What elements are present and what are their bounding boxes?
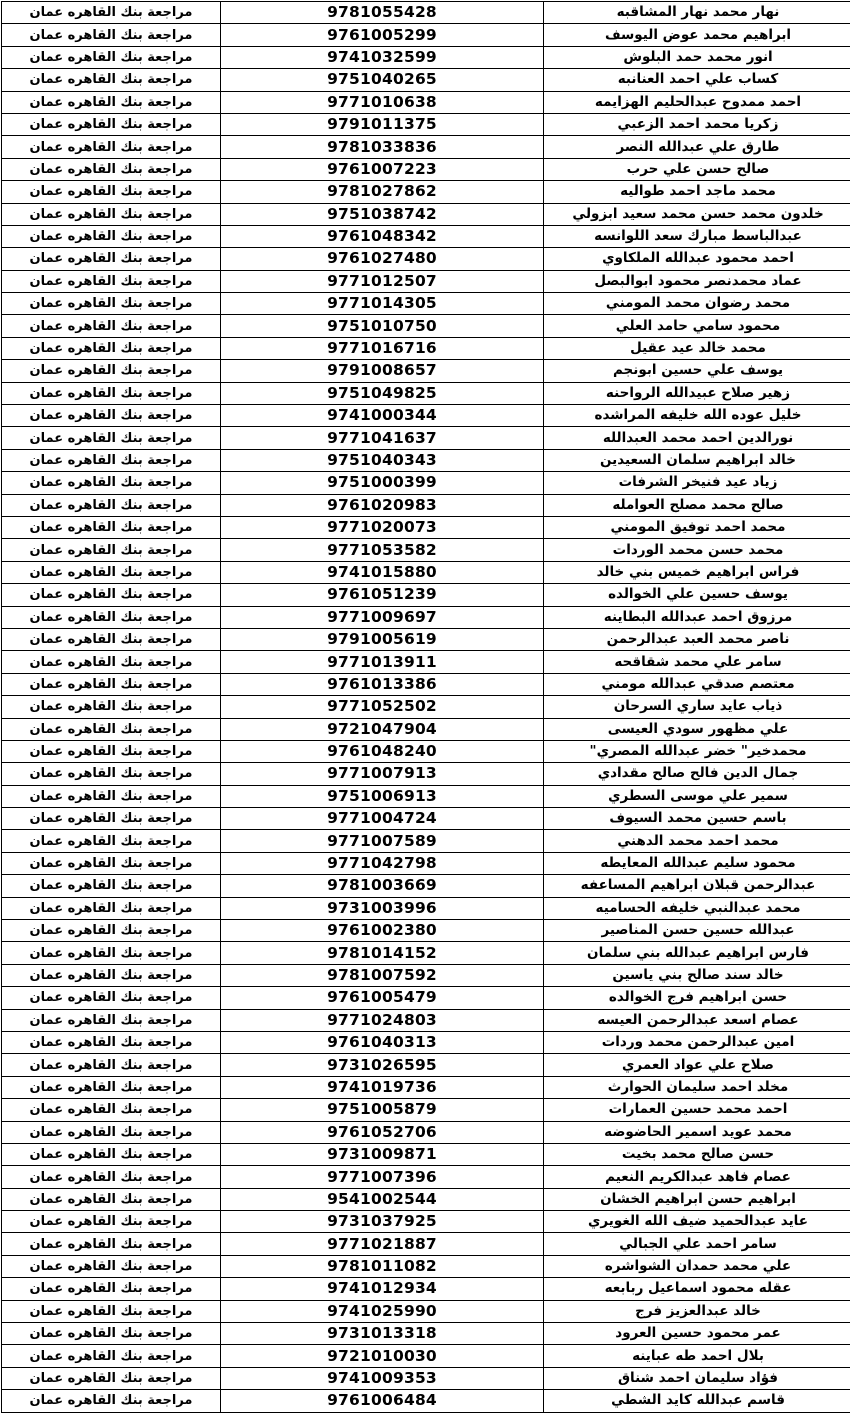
document-page bbox=[1, 1, 849, 1413]
table-row bbox=[2, 158, 850, 180]
table-row bbox=[2, 1233, 850, 1255]
name-cell: يوسف علي حسين ابونجم bbox=[544, 360, 850, 382]
note-cell: مراجعة بنك القاهره عمان bbox=[2, 360, 221, 382]
id-number-cell: 9761006484 bbox=[221, 1390, 544, 1412]
table-row bbox=[2, 875, 850, 897]
note-cell: مراجعة بنك القاهره عمان bbox=[2, 942, 221, 964]
id-number-cell: 9761002380 bbox=[221, 920, 544, 942]
note-cell: مراجعة بنك القاهره عمان bbox=[2, 673, 221, 695]
id-number-cell: 9781011082 bbox=[221, 1255, 544, 1277]
name-cell: محمد خالد عيد عقيل bbox=[544, 337, 850, 359]
name-cell: يوسف حسين علي الخوالده bbox=[544, 584, 850, 606]
table-row bbox=[2, 1278, 850, 1300]
table-row bbox=[2, 24, 850, 46]
note-cell: مراجعة بنك القاهره عمان bbox=[2, 1166, 221, 1188]
name-cell: محمد عويد اسمير الحاضوضه bbox=[544, 1121, 850, 1143]
note-cell: مراجعة بنك القاهره عمان bbox=[2, 91, 221, 113]
name-cell: انور محمد حمد البلوش bbox=[544, 46, 850, 68]
table-row bbox=[2, 46, 850, 68]
note-cell: مراجعة بنك القاهره عمان bbox=[2, 472, 221, 494]
name-cell: عصام فاهد عبدالكريم النعيم bbox=[544, 1166, 850, 1188]
table-row bbox=[2, 673, 850, 695]
table-row bbox=[2, 584, 850, 606]
table-row bbox=[2, 1076, 850, 1098]
note-cell: مراجعة بنك القاهره عمان bbox=[2, 1076, 221, 1098]
name-cell: مرزوق احمد عبدالله البطاينه bbox=[544, 606, 850, 628]
name-cell: صالح محمد مصلح العوامله bbox=[544, 494, 850, 516]
note-cell: مراجعة بنك القاهره عمان bbox=[2, 405, 221, 427]
id-number-cell: 9761051239 bbox=[221, 584, 544, 606]
table-row bbox=[2, 740, 850, 762]
id-number-cell: 9771041637 bbox=[221, 427, 544, 449]
id-number-cell: 9731037925 bbox=[221, 1211, 544, 1233]
id-number-cell: 9781027862 bbox=[221, 181, 544, 203]
table-row bbox=[2, 628, 850, 650]
id-number-cell: 9751040265 bbox=[221, 69, 544, 91]
name-cell: سمير علي موسى السطري bbox=[544, 785, 850, 807]
note-cell: مراجعة بنك القاهره عمان bbox=[2, 337, 221, 359]
id-number-cell: 9781014152 bbox=[221, 942, 544, 964]
table-row bbox=[2, 315, 850, 337]
id-number-cell: 9771004724 bbox=[221, 808, 544, 830]
table-row bbox=[2, 360, 850, 382]
name-cell: مخلد احمد سليمان الحوارث bbox=[544, 1076, 850, 1098]
note-cell: مراجعة بنك القاهره عمان bbox=[2, 24, 221, 46]
name-cell: خالد عبدالعزيز فرج bbox=[544, 1300, 850, 1322]
table-row bbox=[2, 718, 850, 740]
note-cell: مراجعة بنك القاهره عمان bbox=[2, 763, 221, 785]
table-row bbox=[2, 427, 850, 449]
id-number-cell: 9771021887 bbox=[221, 1233, 544, 1255]
name-cell: عايد عبدالحميد ضيف الله الغويري bbox=[544, 1211, 850, 1233]
table-row bbox=[2, 1345, 850, 1367]
table-row bbox=[2, 449, 850, 471]
id-number-cell: 9791011375 bbox=[221, 113, 544, 135]
note-cell: مراجعة بنك القاهره عمان bbox=[2, 225, 221, 247]
table-row bbox=[2, 494, 850, 516]
note-cell: مراجعة بنك القاهره عمان bbox=[2, 1278, 221, 1300]
id-number-cell: 9761048342 bbox=[221, 225, 544, 247]
note-cell: مراجعة بنك القاهره عمان bbox=[2, 516, 221, 538]
id-number-cell: 9771020073 bbox=[221, 516, 544, 538]
table-row bbox=[2, 405, 850, 427]
note-cell: مراجعة بنك القاهره عمان bbox=[2, 2, 221, 24]
id-number-cell: 9781007592 bbox=[221, 964, 544, 986]
id-number-cell: 9751038742 bbox=[221, 203, 544, 225]
id-number-cell: 9731003996 bbox=[221, 897, 544, 919]
note-cell: مراجعة بنك القاهره عمان bbox=[2, 1031, 221, 1053]
id-number-cell: 9741019736 bbox=[221, 1076, 544, 1098]
note-cell: مراجعة بنك القاهره عمان bbox=[2, 1255, 221, 1277]
table-row bbox=[2, 337, 850, 359]
note-cell: مراجعة بنك القاهره عمان bbox=[2, 158, 221, 180]
id-number-cell: 9721047904 bbox=[221, 718, 544, 740]
id-number-cell: 9771042798 bbox=[221, 852, 544, 874]
note-cell: مراجعة بنك القاهره عمان bbox=[2, 584, 221, 606]
note-cell: مراجعة بنك القاهره عمان bbox=[2, 1300, 221, 1322]
table-row bbox=[2, 606, 850, 628]
id-number-cell: 9761052706 bbox=[221, 1121, 544, 1143]
id-number-cell: 9771010638 bbox=[221, 91, 544, 113]
table-row bbox=[2, 472, 850, 494]
note-cell: مراجعة بنك القاهره عمان bbox=[2, 606, 221, 628]
note-cell: مراجعة بنك القاهره عمان bbox=[2, 696, 221, 718]
note-cell: مراجعة بنك القاهره عمان bbox=[2, 1188, 221, 1210]
name-cell: امين عبدالرحمن محمد وردات bbox=[544, 1031, 850, 1053]
id-number-cell: 9771014305 bbox=[221, 293, 544, 315]
table-row bbox=[2, 964, 850, 986]
id-number-cell: 9741000344 bbox=[221, 405, 544, 427]
name-cell: محمدخير" خضر عبدالله المصري" bbox=[544, 740, 850, 762]
name-cell: زكريا محمد احمد الزعبي bbox=[544, 113, 850, 135]
table-row bbox=[2, 1031, 850, 1053]
note-cell: مراجعة بنك القاهره عمان bbox=[2, 1233, 221, 1255]
name-cell: طارق علي عبدالله النصر bbox=[544, 136, 850, 158]
name-cell: خلدون محمد حسن محمد سعيد ابزولي bbox=[544, 203, 850, 225]
name-cell: نورالدين احمد محمد العبدالله bbox=[544, 427, 850, 449]
table-row bbox=[2, 1390, 850, 1412]
note-cell: مراجعة بنك القاهره عمان bbox=[2, 785, 221, 807]
note-cell: مراجعة بنك القاهره عمان bbox=[2, 830, 221, 852]
note-cell: مراجعة بنك القاهره عمان bbox=[2, 382, 221, 404]
table-row bbox=[2, 181, 850, 203]
table-row bbox=[2, 1143, 850, 1165]
table-row bbox=[2, 1009, 850, 1031]
id-number-cell: 9781003669 bbox=[221, 875, 544, 897]
table-row bbox=[2, 69, 850, 91]
name-cell: ابراهيم محمد عوض اليوسف bbox=[544, 24, 850, 46]
name-cell: عقله محمود اسماعيل ربابعه bbox=[544, 1278, 850, 1300]
id-number-cell: 9781033836 bbox=[221, 136, 544, 158]
name-cell: عبدالباسط مبارك سعد اللوانسه bbox=[544, 225, 850, 247]
name-cell: خليل عوده الله خليفه المراشده bbox=[544, 405, 850, 427]
table-row bbox=[2, 1099, 850, 1121]
name-cell: عبدالرحمن قبلان ابراهيم المساعفه bbox=[544, 875, 850, 897]
note-cell: مراجعة بنك القاهره عمان bbox=[2, 897, 221, 919]
note-cell: مراجعة بنك القاهره عمان bbox=[2, 1054, 221, 1076]
table-row bbox=[2, 1121, 850, 1143]
id-number-cell: 9731026595 bbox=[221, 1054, 544, 1076]
id-number-cell: 9751006913 bbox=[221, 785, 544, 807]
name-cell: ذياب عايد ساري السرحان bbox=[544, 696, 850, 718]
table-row bbox=[2, 1323, 850, 1345]
note-cell: مراجعة بنك القاهره عمان bbox=[2, 539, 221, 561]
note-cell: مراجعة بنك القاهره عمان bbox=[2, 628, 221, 650]
name-cell: احمد محمود عبدالله الملكاوي bbox=[544, 248, 850, 270]
roster-table-body bbox=[2, 2, 850, 1413]
note-cell: مراجعة بنك القاهره عمان bbox=[2, 852, 221, 874]
table-row bbox=[2, 1300, 850, 1322]
id-number-cell: 9761048240 bbox=[221, 740, 544, 762]
id-number-cell: 9771007913 bbox=[221, 763, 544, 785]
id-number-cell: 9751000399 bbox=[221, 472, 544, 494]
note-cell: مراجعة بنك القاهره عمان bbox=[2, 987, 221, 1009]
id-number-cell: 9761040313 bbox=[221, 1031, 544, 1053]
id-number-cell: 9761027480 bbox=[221, 248, 544, 270]
id-number-cell: 9721010030 bbox=[221, 1345, 544, 1367]
name-cell: محمود سليم عبدالله المعايطه bbox=[544, 852, 850, 874]
id-number-cell: 9741012934 bbox=[221, 1278, 544, 1300]
table-row bbox=[2, 696, 850, 718]
id-number-cell: 9731009871 bbox=[221, 1143, 544, 1165]
id-number-cell: 9761007223 bbox=[221, 158, 544, 180]
id-number-cell: 9741015880 bbox=[221, 561, 544, 583]
table-row bbox=[2, 1188, 850, 1210]
table-row bbox=[2, 1166, 850, 1188]
id-number-cell: 9771012507 bbox=[221, 270, 544, 292]
name-cell: محمد ماجد احمد طواليه bbox=[544, 181, 850, 203]
name-cell: كساب علي احمد العنانبه bbox=[544, 69, 850, 91]
note-cell: مراجعة بنك القاهره عمان bbox=[2, 808, 221, 830]
name-cell: عبدالله حسين حسن المناصير bbox=[544, 920, 850, 942]
note-cell: مراجعة بنك القاهره عمان bbox=[2, 270, 221, 292]
note-cell: مراجعة بنك القاهره عمان bbox=[2, 651, 221, 673]
id-number-cell: 9791005619 bbox=[221, 628, 544, 650]
id-number-cell: 9751040343 bbox=[221, 449, 544, 471]
table-row bbox=[2, 2, 850, 24]
name-cell: محمد رضوان محمد المومني bbox=[544, 293, 850, 315]
note-cell: مراجعة بنك القاهره عمان bbox=[2, 875, 221, 897]
table-row bbox=[2, 225, 850, 247]
name-cell: عصام اسعد عبدالرحمن العيسه bbox=[544, 1009, 850, 1031]
table-row bbox=[2, 1054, 850, 1076]
note-cell: مراجعة بنك القاهره عمان bbox=[2, 1345, 221, 1367]
name-cell: محمود سامي حامد العلي bbox=[544, 315, 850, 337]
note-cell: مراجعة بنك القاهره عمان bbox=[2, 1323, 221, 1345]
id-number-cell: 9771024803 bbox=[221, 1009, 544, 1031]
name-cell: ناصر محمد العبد عبدالرحمن bbox=[544, 628, 850, 650]
table-row bbox=[2, 270, 850, 292]
note-cell: مراجعة بنك القاهره عمان bbox=[2, 1367, 221, 1389]
table-row bbox=[2, 293, 850, 315]
name-cell: علي مظهور سودي العيسى bbox=[544, 718, 850, 740]
id-number-cell: 9781055428 bbox=[221, 2, 544, 24]
table-row bbox=[2, 852, 850, 874]
id-number-cell: 9741032599 bbox=[221, 46, 544, 68]
table-row bbox=[2, 942, 850, 964]
name-cell: علي محمد حمدان الشواشره bbox=[544, 1255, 850, 1277]
id-number-cell: 9771053582 bbox=[221, 539, 544, 561]
name-cell: محمد احمد توفيق المومني bbox=[544, 516, 850, 538]
note-cell: مراجعة بنك القاهره عمان bbox=[2, 561, 221, 583]
table-row bbox=[2, 539, 850, 561]
name-cell: جمال الدين فالح صالح مقدادي bbox=[544, 763, 850, 785]
name-cell: سامر علي محمد شقاقحه bbox=[544, 651, 850, 673]
note-cell: مراجعة بنك القاهره عمان bbox=[2, 1390, 221, 1412]
table-row bbox=[2, 830, 850, 852]
table-row bbox=[2, 920, 850, 942]
note-cell: مراجعة بنك القاهره عمان bbox=[2, 740, 221, 762]
table-row bbox=[2, 1367, 850, 1389]
note-cell: مراجعة بنك القاهره عمان bbox=[2, 69, 221, 91]
name-cell: فراس ابراهيم خميس بني خالد bbox=[544, 561, 850, 583]
note-cell: مراجعة بنك القاهره عمان bbox=[2, 1009, 221, 1031]
note-cell: مراجعة بنك القاهره عمان bbox=[2, 248, 221, 270]
name-cell: باسم حسين محمد السيوف bbox=[544, 808, 850, 830]
note-cell: مراجعة بنك القاهره عمان bbox=[2, 315, 221, 337]
id-number-cell: 9771013911 bbox=[221, 651, 544, 673]
id-number-cell: 9751049825 bbox=[221, 382, 544, 404]
name-cell: صلاح علي عواد العمري bbox=[544, 1054, 850, 1076]
note-cell: مراجعة بنك القاهره عمان bbox=[2, 427, 221, 449]
table-row bbox=[2, 248, 850, 270]
id-number-cell: 9771052502 bbox=[221, 696, 544, 718]
name-cell: محمد حسن محمد الوردات bbox=[544, 539, 850, 561]
note-cell: مراجعة بنك القاهره عمان bbox=[2, 494, 221, 516]
name-cell: صالح حسن علي حرب bbox=[544, 158, 850, 180]
table-row bbox=[2, 91, 850, 113]
name-cell: نهار محمد نهار المشاقبه bbox=[544, 2, 850, 24]
id-number-cell: 9741009353 bbox=[221, 1367, 544, 1389]
name-cell: حسن صالح محمد بخيت bbox=[544, 1143, 850, 1165]
id-number-cell: 9771016716 bbox=[221, 337, 544, 359]
name-cell: خالد سند صالح بني ياسين bbox=[544, 964, 850, 986]
name-cell: سامر احمد علي الجبالي bbox=[544, 1233, 850, 1255]
note-cell: مراجعة بنك القاهره عمان bbox=[2, 964, 221, 986]
note-cell: مراجعة بنك القاهره عمان bbox=[2, 1211, 221, 1233]
table-row bbox=[2, 136, 850, 158]
table-row bbox=[2, 382, 850, 404]
id-number-cell: 9761013386 bbox=[221, 673, 544, 695]
name-cell: عمر محمود حسين العرود bbox=[544, 1323, 850, 1345]
table-row bbox=[2, 987, 850, 1009]
id-number-cell: 9771007396 bbox=[221, 1166, 544, 1188]
table-row bbox=[2, 785, 850, 807]
id-number-cell: 9791008657 bbox=[221, 360, 544, 382]
name-cell: زهير صلاح عبيدالله الرواحنه bbox=[544, 382, 850, 404]
table-row bbox=[2, 1211, 850, 1233]
id-number-cell: 9771009697 bbox=[221, 606, 544, 628]
table-row bbox=[2, 808, 850, 830]
name-cell: عماد محمدنصر محمود ابوالبصل bbox=[544, 270, 850, 292]
name-cell: بلال احمد طه عباينه bbox=[544, 1345, 850, 1367]
roster-table bbox=[1, 1, 850, 1413]
note-cell: مراجعة بنك القاهره عمان bbox=[2, 1121, 221, 1143]
note-cell: مراجعة بنك القاهره عمان bbox=[2, 1143, 221, 1165]
note-cell: مراجعة بنك القاهره عمان bbox=[2, 449, 221, 471]
name-cell: قاسم عبدالله كايد الشطي bbox=[544, 1390, 850, 1412]
id-number-cell: 9751010750 bbox=[221, 315, 544, 337]
name-cell: معتصم صدقي عبدالله مومني bbox=[544, 673, 850, 695]
id-number-cell: 9761005299 bbox=[221, 24, 544, 46]
name-cell: احمد ممدوح عبدالحليم الهزايمه bbox=[544, 91, 850, 113]
table-row bbox=[2, 203, 850, 225]
note-cell: مراجعة بنك القاهره عمان bbox=[2, 920, 221, 942]
table-row bbox=[2, 763, 850, 785]
id-number-cell: 9741025990 bbox=[221, 1300, 544, 1322]
table-row bbox=[2, 897, 850, 919]
note-cell: مراجعة بنك القاهره عمان bbox=[2, 181, 221, 203]
name-cell: حسن ابراهيم فرج الخوالده bbox=[544, 987, 850, 1009]
name-cell: خالد ابراهيم سلمان السعيدين bbox=[544, 449, 850, 471]
name-cell: ابراهيم حسن ابراهيم الخشان bbox=[544, 1188, 850, 1210]
note-cell: مراجعة بنك القاهره عمان bbox=[2, 46, 221, 68]
id-number-cell: 9771007589 bbox=[221, 830, 544, 852]
table-row bbox=[2, 113, 850, 135]
table-row bbox=[2, 516, 850, 538]
name-cell: محمد احمد محمد الدهني bbox=[544, 830, 850, 852]
name-cell: فؤاد سليمان احمد شناق bbox=[544, 1367, 850, 1389]
note-cell: مراجعة بنك القاهره عمان bbox=[2, 136, 221, 158]
name-cell: فارس ابراهيم عبدالله بني سلمان bbox=[544, 942, 850, 964]
name-cell: زياد عيد فنيخر الشرفات bbox=[544, 472, 850, 494]
table-row bbox=[2, 561, 850, 583]
id-number-cell: 9761005479 bbox=[221, 987, 544, 1009]
id-number-cell: 9761020983 bbox=[221, 494, 544, 516]
note-cell: مراجعة بنك القاهره عمان bbox=[2, 113, 221, 135]
table-row bbox=[2, 1255, 850, 1277]
note-cell: مراجعة بنك القاهره عمان bbox=[2, 203, 221, 225]
id-number-cell: 9731013318 bbox=[221, 1323, 544, 1345]
note-cell: مراجعة بنك القاهره عمان bbox=[2, 718, 221, 740]
name-cell: محمد عبدالنبي خليفه الحساميه bbox=[544, 897, 850, 919]
table-row bbox=[2, 651, 850, 673]
note-cell: مراجعة بنك القاهره عمان bbox=[2, 293, 221, 315]
id-number-cell: 9751005879 bbox=[221, 1099, 544, 1121]
note-cell: مراجعة بنك القاهره عمان bbox=[2, 1099, 221, 1121]
id-number-cell: 9541002544 bbox=[221, 1188, 544, 1210]
name-cell: احمد محمد حسين العمارات bbox=[544, 1099, 850, 1121]
